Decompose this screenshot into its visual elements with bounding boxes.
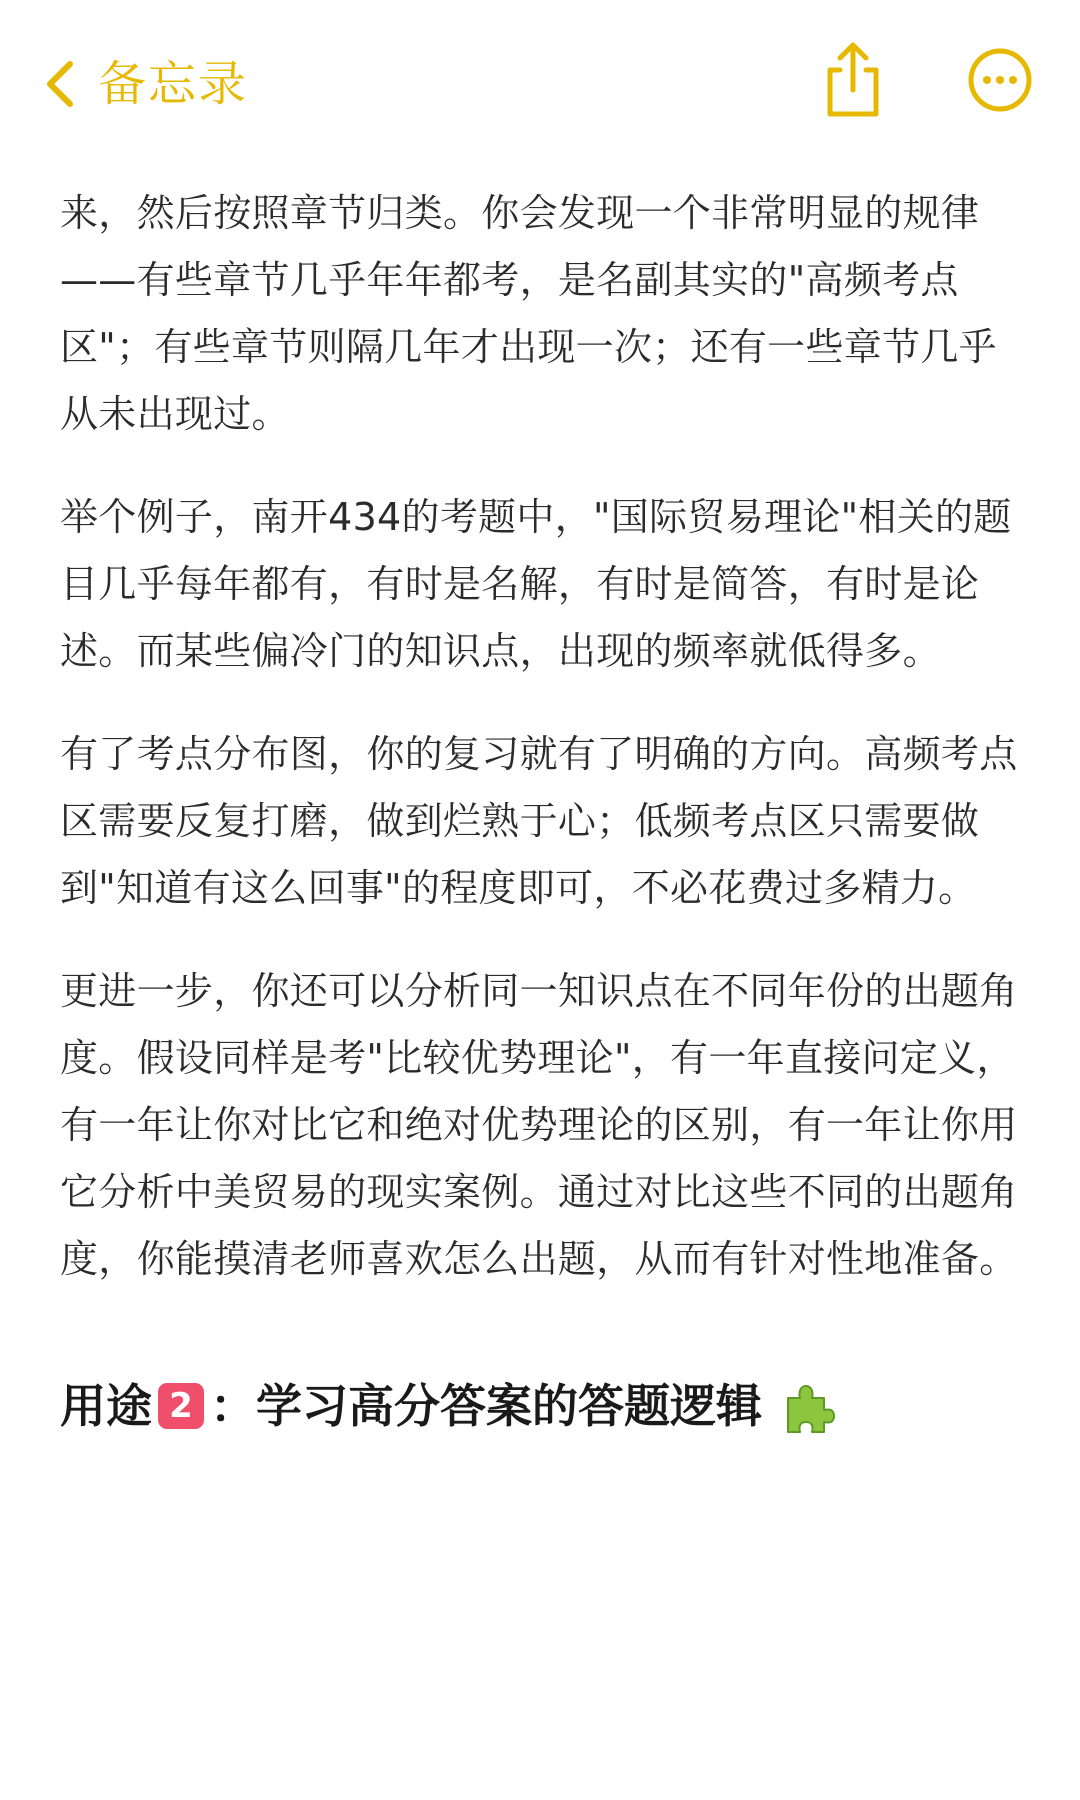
- note-body[interactable]: [60, 180, 1030, 1441]
- nav-bar: [0, 0, 1080, 150]
- note-paragraph: 更进一步，你还可以分析同一知识点在不同年份的出题角度。假设同样是考"比较优势理论"，有一年直接问定义，有一年让你对比它和绝对优势理论的区别，有一年让你用它分析中美贸易的现实案例。通过对比这些不同的出题角度，你能摸清老师喜欢怎么出题，从而有针对性地准备。: [60, 969, 1018, 1281]
- more-icon: [967, 47, 1033, 113]
- back-label: 备忘录: [98, 56, 249, 112]
- note-paragraph: 举个例子，南开434的考题中，"国际贸易理论"相关的题目几乎每年都有，有时是名解，有时是简答，有时是论述。而某些偏冷门的知识点，出现的频率就低得多。: [60, 495, 1012, 673]
- puzzle-piece-icon: [778, 1376, 838, 1436]
- more-button[interactable]: [967, 47, 1033, 113]
- note-paragraph: 有了考点分布图，你的复习就有了明确的方向。高频考点区需要反复打磨，做到烂熟于心；低频考点区只需要做到"知道有这么回事"的程度即可，不必花费过多精力。: [60, 732, 1018, 910]
- back-button[interactable]: [40, 44, 248, 124]
- note-heading: [60, 1371, 1030, 1441]
- chevron-left-icon: [40, 54, 80, 114]
- number-badge: 2: [158, 1383, 204, 1429]
- share-button[interactable]: [818, 40, 888, 120]
- share-icon: [818, 40, 888, 120]
- heading-text: ：学习高分答案的答题逻辑: [210, 1379, 762, 1433]
- heading-prefix: 用途: [60, 1379, 152, 1433]
- note-paragraph: 来，然后按照章节归类。你会发现一个非常明显的规律——有些章节几乎年年都考，是名副其实的"高频考点区"；有些章节则隔几年才出现一次；还有一些章节几乎从未出现过。: [60, 191, 997, 436]
